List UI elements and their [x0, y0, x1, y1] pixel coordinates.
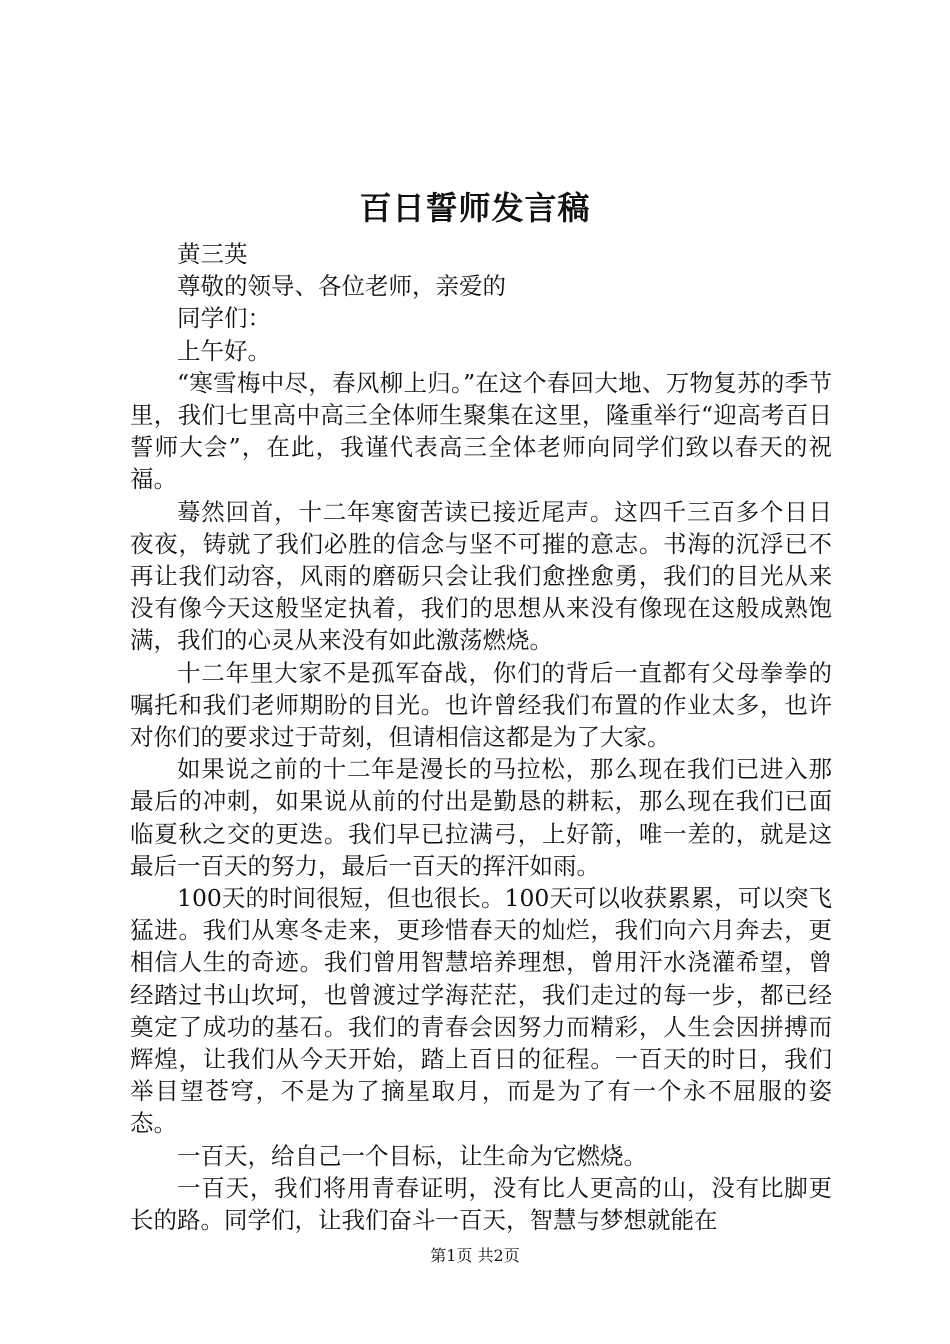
paragraph: “寒雪梅中尽，春风柳上归。”在这个春回大地、万物复苏的季节里，我们七里高中高三全体师生聚集在这里，隆重举行“迎高考百日誓师大会”，在此，我谨代表高三全体老师向同学们致以春天的祝福。: [130, 368, 832, 494]
greeting-line: 上午好。: [177, 336, 271, 365]
salutation-line-2: 同学们：: [177, 304, 271, 333]
paragraph: 一百天，给自己一个目标，让生命为它燃烧。: [177, 1141, 647, 1170]
paragraph: 十二年里大家不是孤军奋战，你们的背后一直都有父母拳拳的嘱托和我们老师期盼的目光。也许曾经我们布置的作业太多，也许对你们的要求过于苛刻，但请相信这都是为了大家。: [130, 658, 832, 752]
page-footer: 第1页 共2页: [430, 1246, 520, 1265]
document-body: [130, 238, 832, 1236]
author-line: 黄三英: [177, 240, 248, 268]
page-title: 百日誓师发言稿: [359, 189, 591, 227]
paragraph: 一百天，我们将用青春证明，没有比人更高的山，没有比脚更长的路。同学们，让我们奋斗一百天，智慧与梦想就能在: [130, 1173, 832, 1235]
salutation-line: 尊敬的领导、各位老师，亲爱的: [177, 272, 506, 301]
paragraph: 蓦然回首，十二年寒窗苦读已接近尾声。这四千三百多个日日夜夜，铸就了我们必胜的信念与坚不可摧的意志。书海的沉浮已不再让我们动容，风雨的磨砺只会让我们愈挫愈勇，我们的目光从来没有像今天这般坚定执着，我们的思想从来没有像现在这般成熟饱满，我们的心灵从来没有如此激荡燃烧。: [130, 497, 832, 655]
paragraph: 如果说之前的十二年是漫长的马拉松，那么现在我们已进入那最后的冲刺，如果说从前的付出是勤恳的耕耘，那么现在我们已面临夏秋之交的更迭。我们早已拉满弓，上好箭，唯一差的，就是这最后一百天的努力，最后一百天的挥汗如雨。: [130, 755, 832, 880]
paragraph: 100天的时间很短，但也很长。100天可以收获累累，可以突飞猛进。我们从寒冬走来，更珍惜春天的灿烂，我们向六月奔去，更相信人生的奇迹。我们曾用智慧培养理想，曾用汗水浇灌希望，曾经踏过书山坎坷，也曾渡过学海茫茫，我们走过的每一步，都已经奠定了成功的基石。我们的青春会因努力而精彩，人生会因拼搏而辉煌，让我们从今天开始，踏上百日的征程。一百天的时日，我们举目望苍穹，不是为了摘星取月，而是为了有一个永不屈服的姿态。: [130, 884, 832, 1138]
